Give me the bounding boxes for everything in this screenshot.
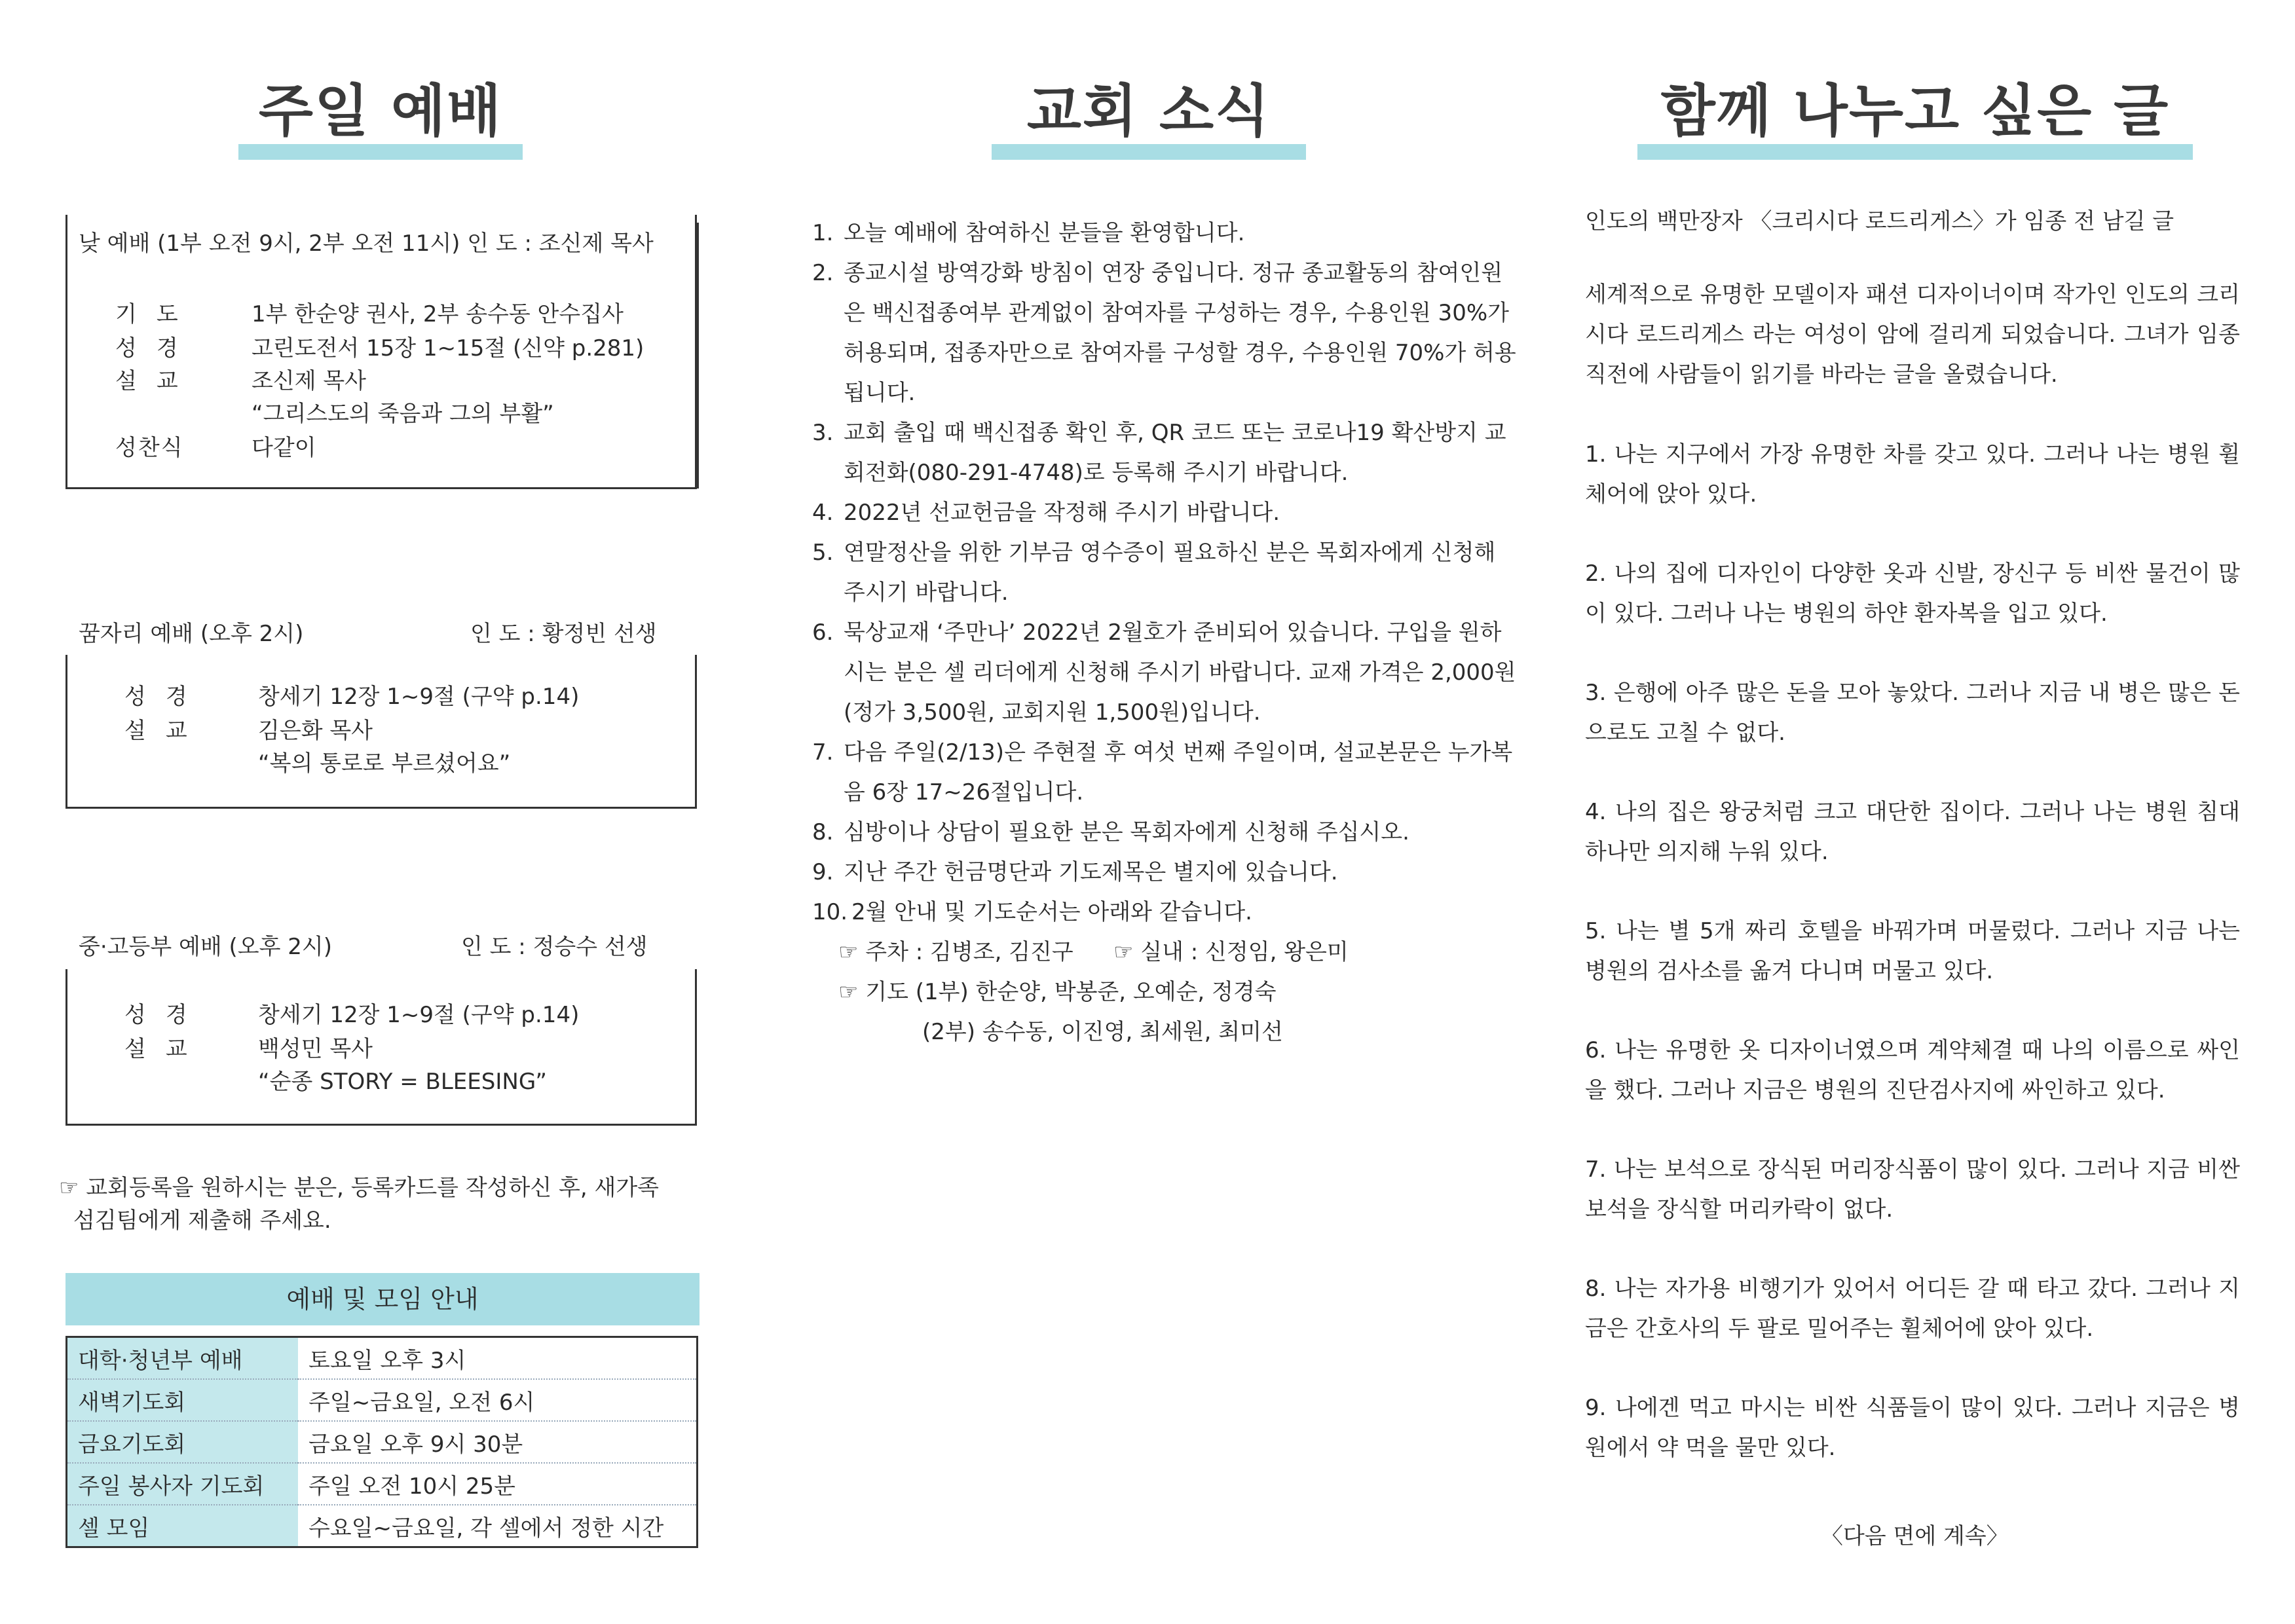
item-number: 1. [812,220,834,246]
indoor-duty: ☞ 실내 : 신정임, 왕은미 [1113,939,1349,965]
day-sermon-value: 조신제 목사 [252,368,367,394]
shared-writing-title: 함께 나누고 싶은 글 [1660,79,2170,144]
day-service-title: 낮 예배 (1부 오전 9시, 2부 오전 11시) 인 도 : 조신제 목사 [79,231,654,257]
youth-sermon-label: 설교 [124,1036,207,1062]
intro-paragraph: 세계적으로 유명한 모델이자 패션 디자이너이며 작가인 인도의 크리시다 로드리게스 라는 여성이 암에 걸리게 되었습니다. 그녀가 임종 직전에 사람들이 읽기를 바라는 글을 올렸습니다. [1585,282,2240,388]
youth-sermon-title: “순종 STORY = BLEESING” [258,1069,548,1095]
church-news-heading [992,65,1306,147]
list-item: 3. 은행에 아주 많은 돈을 모아 놓았다. 그러나 지금 내 병은 많은 돈으로도 고칠 수 없다. [1585,680,2240,746]
sunday-worship-title: 주일 예배 [258,79,503,144]
list-item: 2. 나의 집에 디자인이 다양한 옷과 신발, 장신구 등 비싼 물건이 많이 있다. 그러나 나는 병원의 하얀 환자복을 입고 있다. [1585,561,2240,627]
schedule-name: 대학·청년부 예배 [67,1337,299,1380]
children-sermon-title: “복의 통로로 부르셨어요” [258,750,511,777]
youth-scripture-value: 창세기 12장 1~9절 (구약 p.14) [258,1002,580,1028]
schedule-title: 예배 및 모임 안내 [65,1273,700,1325]
item-number: 9. [812,859,834,885]
schedule-name: 금요기도회 [67,1421,299,1463]
schedule-name: 주일 봉사자 기도회 [67,1463,299,1505]
schedule-name: 새벽기도회 [67,1379,299,1421]
continued-note: 〈다음 면에 계속〉 [1821,1523,2009,1549]
list-item: 7. 나는 보석으로 장식된 머리장식품이 많이 있다. 그러나 지금 비싼 보석을 장식할 머리카락이 없다. [1585,1156,2240,1223]
box-border-right [697,223,699,489]
list-item: 6. 나는 유명한 옷 디자이너였으며 계약체결 때 나의 이름으로 싸인을 했다. 그러나 지금은 병원의 진단검사지에 싸인하고 있다. [1585,1037,2240,1103]
church-news-title: 교회 소식 [1026,79,1271,144]
children-service-title: 꿈자리 예배 (오후 2시) [79,621,304,647]
item-number: 8. [812,819,834,845]
children-scripture-value: 창세기 12장 1~9절 (구약 p.14) [258,684,580,710]
item-text: 묵상교재 ‘주만나’ 2022년 2월호가 준비되어 있습니다. 구입을 원하시는 분은 셀 리더에게 신청해 주시기 바랍니다. 교재 가격은 2,000원(정가 3,500원, 교회지원 1,500원)입니다. [844,619,1516,726]
schedule-time: 주일~금요일, 오전 6시 [298,1379,698,1421]
item-number: 10. [812,899,848,925]
day-scripture-label: 성경 [115,335,198,361]
registration-note: ☞ 교회등록을 원하시는 분은, 등록카드를 작성하신 후, 새가족 [59,1175,660,1201]
item-number: 3. [812,420,834,446]
schedule-time: 토요일 오후 3시 [298,1337,698,1380]
table-row [67,1505,698,1547]
item-text: 2022년 선교헌금을 작정해 주시기 바랍니다. [844,500,1280,526]
item-text: 교회 출입 때 백신접종 확인 후, QR 코드 또는 코로나19 확산방지 교회전화(080-291-4748)로 등록해 주시기 바랍니다. [844,420,1506,486]
youth-service-title: 중·고등부 예배 (오후 2시) [79,934,332,960]
day-communion-label: 성찬식 [115,435,184,461]
item-text: 지난 주간 헌금명단과 기도제목은 별지에 있습니다. [844,859,1338,885]
church-news-column [812,0,1516,1624]
parking-duty: ☞ 주차 : 김병조, 김진구 [838,939,1073,965]
youth-scripture-label: 성경 [124,1002,207,1028]
schedule-time: 금요일 오후 9시 30분 [298,1421,698,1463]
item-number: 7. [812,739,834,766]
item-number: 2. [812,260,834,286]
registration-note-cont: 섬김팀에게 제출해 주세요. [73,1208,331,1234]
sunday-worship-column [59,0,714,1624]
item-text: 2월 안내 및 기도순서는 아래와 같습니다. [851,899,1252,925]
list-item: 4. 나의 집은 왕궁처럼 크고 대단한 집이다. 그러나 나는 병원 침대 하나만 의지해 누워 있다. [1585,799,2240,865]
item-text: 종교시설 방역강화 방침이 연장 중입니다. 정규 종교활동의 참여인원은 백신접종여부 관계없이 참여자를 구성하는 경우, 수용인원 30%가 허용되며, 접종자만으로 참여자를 구성할 경우, 수용인원 70%가 허용됩니다. [844,260,1516,406]
day-scripture-value: 고린도전서 15장 1~15절 (신약 p.281) [252,335,644,361]
schedule-time: 주일 오전 10시 25분 [298,1463,698,1505]
box-border-left [65,223,67,489]
day-prayer-label: 기도 [115,301,198,327]
prayer-second-service: (2부) 송수동, 이진영, 최세원, 최미선 [922,1019,1283,1045]
shared-writing-column [1585,0,2247,1624]
youth-sermon-value: 백성민 목사 [258,1036,373,1062]
sunday-worship-heading [238,65,523,147]
day-sermon-title: “그리스도의 죽음과 그의 부활” [252,401,554,427]
children-service-leader: 인 도 : 황정빈 선생 [470,621,657,647]
day-prayer-value: 1부 한순양 권사, 2부 송수동 안수집사 [252,301,624,327]
prayer-first-service: ☞ 기도 (1부) 한순양, 박봉준, 오예순, 정경숙 [838,979,1277,1005]
list-item: 5. 나는 별 5개 짜리 호텔을 바꿔가며 머물렀다. 그러나 지금 나는 병원의 검사소를 옮겨 다니며 머물고 있다. [1585,918,2240,984]
day-communion-value: 다같이 [252,435,316,461]
item-text: 오늘 예배에 참여하신 분들을 환영합니다. [844,220,1245,246]
intro-title: 인도의 백만장자 〈크리시다 로드리게스〉가 임종 전 남길 글 [1585,208,2174,234]
item-number: 4. [812,500,834,526]
table-row [67,1379,698,1421]
schedule-table [65,1336,698,1548]
list-item: 8. 나는 자가용 비행기가 있어서 어디든 갈 때 타고 갔다. 그러나 지금은 간호사의 두 팔로 밀어주는 휠체어에 앉아 있다. [1585,1276,2240,1342]
list-item: 9. 나에겐 먹고 마시는 비싼 식품들이 많이 있다. 그러나 지금은 병원에서 약 먹을 물만 있다. [1585,1395,2240,1461]
list-item: 1. 나는 지구에서 가장 유명한 차를 갖고 있다. 그러나 나는 병원 휠체어에 앉아 있다. [1585,441,2240,507]
day-sermon-label: 설교 [115,368,198,394]
item-text: 연말정산을 위한 기부금 영수증이 필요하신 분은 목회자에게 신청해 주시기 바랍니다. [844,540,1496,606]
table-row [67,1463,698,1505]
table-row [67,1421,698,1463]
table-row [67,1337,698,1380]
children-sermon-label: 설교 [124,718,207,744]
item-number: 6. [812,619,834,646]
schedule-time: 수요일~금요일, 각 셀에서 정한 시간 [308,1515,664,1541]
item-text: 심방이나 상담이 필요한 분은 목회자에게 신청해 주십시오. [844,819,1409,845]
shared-writing-heading [1637,65,2193,147]
item-text: 다음 주일(2/13)은 주현절 후 여섯 번째 주일이며, 설교본문은 누가복음 6장 17~26절입니다. [844,739,1513,805]
children-scripture-label: 성경 [124,684,207,710]
children-sermon-value: 김은화 목사 [258,718,373,744]
youth-service-leader: 인 도 : 정승수 선생 [461,934,648,960]
schedule-name: 셀 모임 [67,1505,299,1547]
item-number: 5. [812,540,834,566]
